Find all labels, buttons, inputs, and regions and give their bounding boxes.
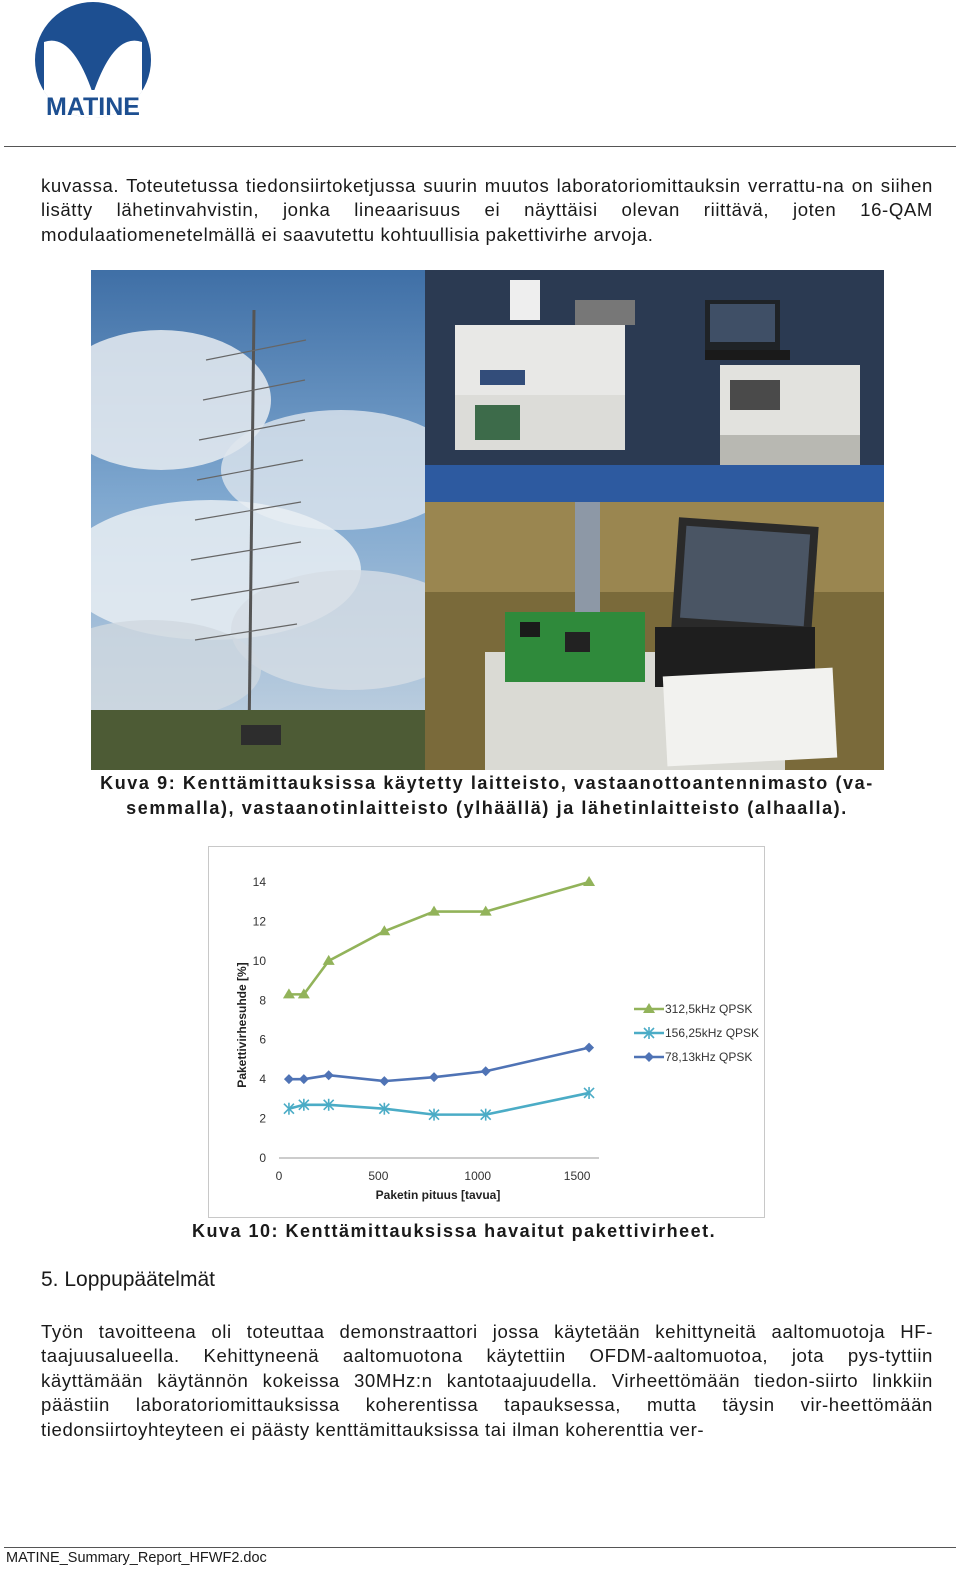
antenna-mast-photo <box>91 270 425 770</box>
packet-error-chart <box>209 847 766 1219</box>
x-tick-label: 1000 <box>464 1169 492 1183</box>
y-tick-label: 4 <box>259 1072 266 1087</box>
legend-label: 78,13kHz QPSK <box>665 1050 753 1064</box>
data-point-diamond <box>324 1070 334 1080</box>
y-tick-label: 0 <box>259 1151 266 1165</box>
legend-label: 156,25kHz QPSK <box>665 1026 760 1040</box>
y-tick-label: 6 <box>259 1032 266 1047</box>
y-tick-labels <box>253 875 267 1165</box>
data-point-triangle <box>583 876 595 886</box>
section-heading: 5. Loppupäätelmät <box>41 1268 215 1291</box>
legend-item <box>634 1026 759 1040</box>
series-group <box>284 1043 594 1087</box>
figure10-chart-frame <box>208 846 765 1218</box>
figure9-caption <box>41 771 933 821</box>
transmitter-equipment-photo <box>425 502 884 770</box>
x-tick-label: 1500 <box>563 1169 591 1183</box>
legend-label: 312,5kHz QPSK <box>665 1002 753 1016</box>
y-tick-label: 12 <box>252 914 266 929</box>
figure10-caption: Kuva 10: Kenttämittauksissa havaitut pakettivirheet. <box>192 1221 717 1241</box>
conclusions-paragraph: Työn tavoitteena oli toteuttaa demonstraattori jossa käytetään kehittyneitä aaltomuotoja HF-taajuusalueella. Kehittyneenä aaltomuotona käytettiin OFDM-aaltomuotoa, jota pys-tyttiin käyttämään käytännön kokeissa 30MHz:n kantotaajuudella. Virheettömään tiedon-siirto linkkiin päästiin laboratoriomittauksissa koherentissa tapauksessa, mutta täysin vir-heettömään tiedonsiirtoyhteyteen ei päästy kenttämittauksissa tai ilman koherenttia ver- <box>41 1321 933 1440</box>
data-point-diamond <box>379 1076 389 1086</box>
matine-logo <box>22 2 164 120</box>
legend-item <box>634 1050 752 1064</box>
x-axis-label: Paketin pituus [tavua] <box>375 1188 501 1202</box>
footer-divider <box>4 1547 956 1548</box>
data-point-diamond <box>429 1072 439 1082</box>
x-tick-label: 500 <box>368 1169 389 1183</box>
intro-paragraph: kuvassa. Toteutetussa tiedonsiirtoketjussa suurin muutos laboratoriomittauksin verrattu-na on siihen lisätty lähetinvahvistin, jonka lineaarisuus ei näyttäisi olevan riittävä, joten 16-QAM modulaatiomenetelmällä ei saavutettu kohtuullisia pakettivirhe arvoja. <box>41 175 933 245</box>
series-line <box>289 1093 589 1115</box>
footer-filename: MATINE_Summary_Report_HFWF2.doc <box>6 1550 267 1566</box>
series-group <box>284 1087 594 1121</box>
legend-item <box>634 1002 752 1016</box>
y-tick-label: 8 <box>259 993 266 1008</box>
series-line <box>289 1048 589 1082</box>
series-line <box>289 882 589 994</box>
y-tick-label: 2 <box>259 1111 266 1126</box>
y-axis-label: Pakettivirhesuhde [%] <box>235 962 249 1088</box>
series-group <box>283 876 595 998</box>
header-divider <box>4 146 956 147</box>
figure9-caption-line1: Kuva 9: Kenttämittauksissa käytetty laitteisto, vastaanottoantennimasto (va- <box>100 773 874 793</box>
data-point-diamond <box>644 1052 654 1062</box>
receiver-equipment-photo <box>425 270 884 502</box>
logo-wordmark: MATINE <box>46 93 140 120</box>
x-tick-label: 0 <box>275 1169 283 1183</box>
series-layer <box>283 876 595 1121</box>
y-tick-label: 14 <box>252 875 266 889</box>
data-point-diamond <box>299 1074 309 1084</box>
y-tick-label: 10 <box>252 953 266 968</box>
data-point-diamond <box>584 1043 594 1053</box>
x-tick-labels <box>276 1169 591 1183</box>
chart-legend <box>634 1002 759 1064</box>
data-point-diamond <box>481 1066 491 1076</box>
data-point-diamond <box>284 1074 294 1084</box>
figure9-caption-line2: semmalla), vastaanotinlaitteisto (ylhäällä) ja lähetinlaitteisto (alhaalla). <box>126 798 848 818</box>
